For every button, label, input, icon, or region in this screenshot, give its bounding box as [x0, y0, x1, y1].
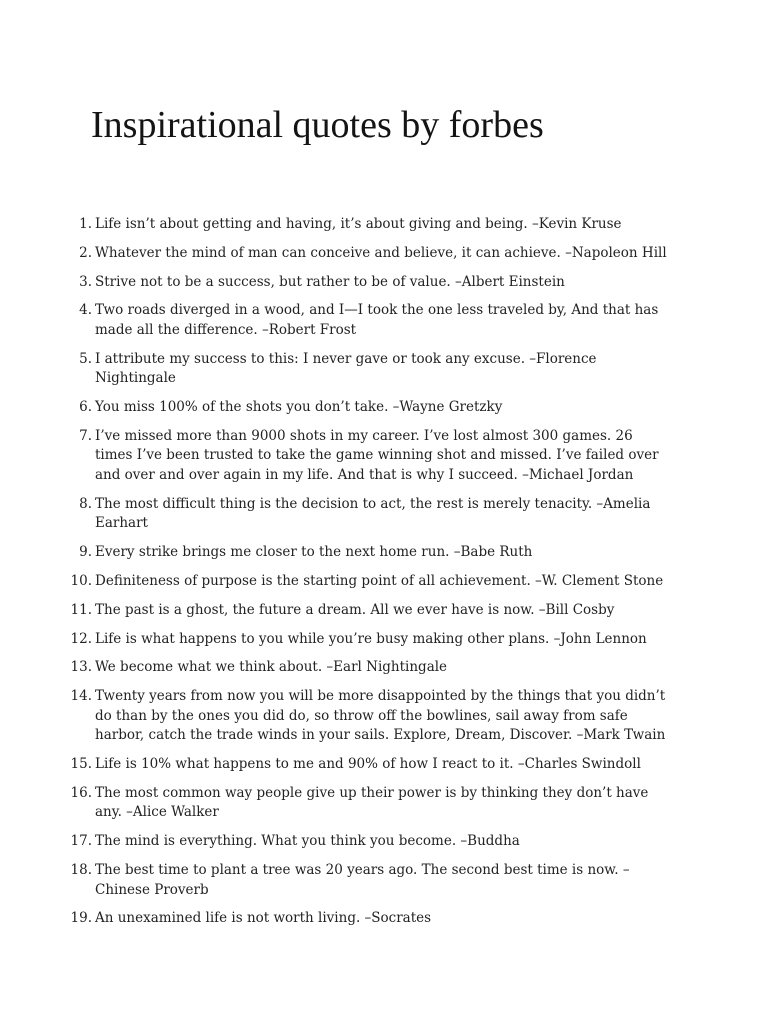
quote-number: 10.: [70, 573, 92, 589]
quote-number: 2.: [79, 244, 92, 261]
quote-item: [0, 301, 768, 340]
quote-item: [0, 630, 768, 650]
quote-text: I’ve missed more than 9000 shots in my career. I’ve lost almost 300 games. 26 times I’ve been trusted to take the game winning shot and missed. I’ve failed over and over and over again in my life. And that is why I succeed. –Michael Jordan: [95, 427, 659, 484]
quote-list: [0, 215, 768, 938]
quote-item: [0, 543, 768, 563]
quote-text: Life isn’t about getting and having, it’s about giving and being. –Kevin Kruse: [95, 216, 622, 232]
quote-number: 8.: [79, 495, 92, 512]
quote-number: 13.: [70, 659, 92, 676]
quote-text: Life is what happens to you while you’re busy making other plans. –John Lennon: [95, 630, 647, 647]
quote-text: Definiteness of purpose is the starting point of all achievement. –W. Clement Stone: [95, 573, 664, 589]
quote-item: [0, 687, 768, 746]
quote-item: [0, 832, 768, 852]
quote-item: [0, 215, 768, 235]
quote-text: You miss 100% of the shots you don’t take. –Wayne Gretzky: [95, 399, 503, 416]
quote-number: 19.: [70, 910, 92, 927]
quote-number: 17.: [70, 833, 92, 850]
quote-number: 16.: [70, 784, 92, 801]
quote-item: [0, 273, 768, 293]
quote-item: [0, 784, 768, 823]
quote-item: [0, 601, 768, 621]
quote-number: 11.: [70, 601, 92, 618]
quote-number: 14.: [70, 688, 92, 705]
quote-text: Whatever the mind of man can conceive and believe, it can achieve. –Napoleon Hill: [95, 244, 667, 261]
quote-number: 15.: [70, 756, 92, 773]
quote-text: An unexamined life is not worth living. –Socrates: [95, 910, 432, 927]
quote-number: 6.: [79, 399, 92, 416]
quote-item: [0, 572, 768, 592]
quote-number: 3.: [79, 273, 92, 290]
quote-text: Every strike brings me closer to the next home run. –Babe Ruth: [95, 544, 533, 561]
quote-text: Two roads diverged in a wood, and I—I took the one less traveled by, And that has made all the difference. –Robert Frost: [95, 302, 659, 338]
quote-number: 5.: [79, 350, 92, 367]
quote-text: The mind is everything. What you think you become. –Buddha: [95, 833, 520, 850]
quote-text: Strive not to be a success, but rather to be of value. –Albert Einstein: [95, 273, 565, 290]
quote-text: We become what we think about. –Earl Nightingale: [95, 659, 448, 676]
quote-number: 18.: [70, 862, 92, 879]
quote-number: 9.: [79, 544, 92, 561]
quote-text: I attribute my success to this: I never gave or took any excuse. –Florence Nightingale: [95, 350, 597, 387]
quote-number: 4.: [79, 302, 92, 319]
quote-item: [0, 861, 768, 900]
quote-number: 1.: [79, 216, 92, 232]
quote-item: [0, 658, 768, 678]
quote-item: [0, 495, 768, 534]
quote-item: [0, 755, 768, 775]
quote-item: [0, 350, 768, 389]
quote-text: The most common way people give up their power is by thinking they don’t have any. –Alice Walker: [95, 784, 649, 821]
quote-item: [0, 909, 768, 929]
quote-text: The best time to plant a tree was 20 years ago. The second best time is now. –Chinese Proverb: [95, 862, 630, 898]
quote-item: [0, 244, 768, 264]
quote-text: Twenty years from now you will be more disappointed by the things that you didn’t do than by the ones you did do, so throw off the bowlines, sail away from safe harbor, catch the trade winds in your sails. Explore, Dream, Discover. –Mark Twain: [95, 688, 666, 744]
quote-item: [0, 427, 768, 486]
page-title: Inspirational quotes by forbes: [91, 104, 544, 146]
quote-number: 7.: [79, 427, 92, 444]
quote-text: The past is a ghost, the future a dream. All we ever have is now. –Bill Cosby: [95, 601, 615, 618]
quote-text: Life is 10% what happens to me and 90% of how I react to it. –Charles Swindoll: [95, 756, 641, 773]
quote-text: The most difficult thing is the decision to act, the rest is merely tenacity. –Amelia Earhart: [95, 495, 651, 532]
quote-number: 12.: [70, 630, 92, 647]
quote-item: [0, 398, 768, 418]
